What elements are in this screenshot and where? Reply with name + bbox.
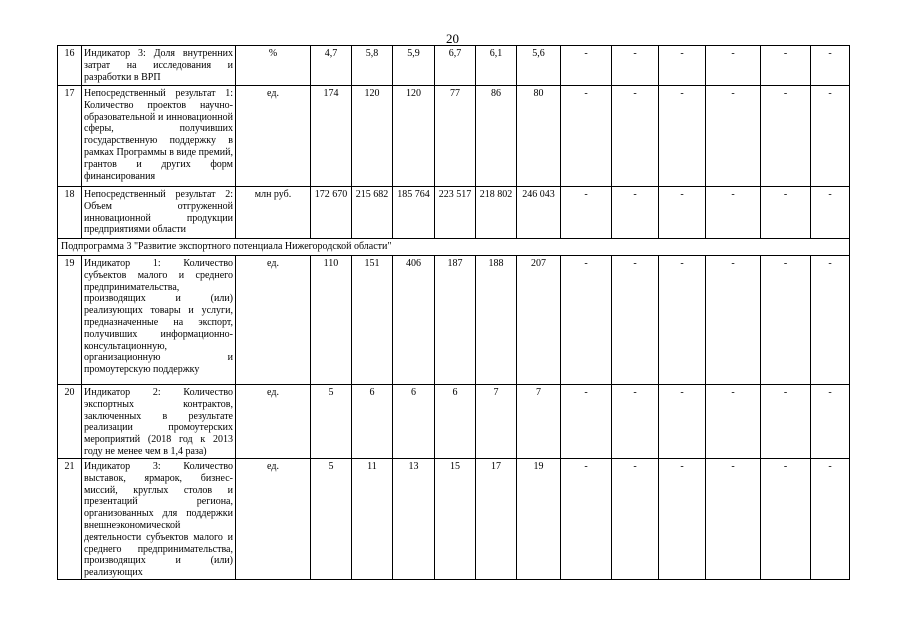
value-cell: - [761, 187, 811, 239]
subprogram-title: Подпрограмма 3 "Развитие экспортного потенциала Нижегородской области" [58, 239, 850, 256]
value-cell: - [659, 187, 706, 239]
value-cell: 120 [393, 86, 435, 187]
value-cell: - [659, 256, 706, 385]
value-cell: 80 [517, 86, 561, 187]
value-cell: 5,6 [517, 46, 561, 86]
value-cell: - [561, 187, 612, 239]
value-cell: - [612, 385, 659, 459]
table-row [58, 385, 850, 459]
value-cell: - [761, 46, 811, 86]
indicator-name: Индикатор 1: Количество субъектов малого и среднего предпринимательства, производящих и (или) реализующих товары и услуги, предназначенные на экспорт, получивших информационно-консультационную, организационную и промоутерскую поддержку [82, 256, 236, 385]
indicator-name: Индикатор 2: Количество экспортных контрактов, заключенных в результате реализации промоутерских мероприятий (2018 год к 2013 году не менее чем в 1,4 раза) [82, 385, 236, 459]
indicator-name: Индикатор 3: Количество выставок, ярмарок, бизнес-миссий, круглых столов и презентаций региона, организованных для поддержки внешнеэкономической деятельности субъектов малого и среднего предпринимательства, производящих и (или) реализующих [82, 459, 236, 580]
table-row [58, 86, 850, 187]
value-cell: - [761, 459, 811, 580]
row-number: 18 [58, 187, 82, 239]
value-cell: - [811, 46, 850, 86]
value-cell: - [706, 385, 761, 459]
value-cell: - [612, 46, 659, 86]
value-cell: - [612, 459, 659, 580]
value-cell: - [811, 187, 850, 239]
value-cell: 13 [393, 459, 435, 580]
indicators-table [57, 45, 850, 580]
indicator-name: Непосредственный результат 2: Объем отгруженной инновационной продукции предприятиями области [82, 187, 236, 239]
unit-cell: ед. [236, 86, 311, 187]
value-cell: - [706, 256, 761, 385]
unit-cell: ед. [236, 256, 311, 385]
value-cell: 77 [435, 86, 476, 187]
value-cell: - [561, 385, 612, 459]
table-row [58, 46, 850, 86]
row-number: 19 [58, 256, 82, 385]
row-number: 20 [58, 385, 82, 459]
row-number: 17 [58, 86, 82, 187]
value-cell: - [706, 459, 761, 580]
value-cell: - [761, 256, 811, 385]
unit-cell: ед. [236, 459, 311, 580]
value-cell: 4,7 [311, 46, 352, 86]
value-cell: 5,8 [352, 46, 393, 86]
unit-cell: % [236, 46, 311, 86]
value-cell: 406 [393, 256, 435, 385]
row-number: 21 [58, 459, 82, 580]
value-cell: - [659, 385, 706, 459]
value-cell: 151 [352, 256, 393, 385]
value-cell: - [659, 459, 706, 580]
value-cell: 7 [476, 385, 517, 459]
page-number: 20 [446, 31, 459, 46]
value-cell: - [659, 86, 706, 187]
value-cell: 110 [311, 256, 352, 385]
value-cell: 5 [311, 385, 352, 459]
value-cell: 172 670 [311, 187, 352, 239]
value-cell: 19 [517, 459, 561, 580]
value-cell: 86 [476, 86, 517, 187]
value-cell: - [706, 187, 761, 239]
subprogram-row [58, 239, 850, 256]
value-cell: 246 043 [517, 187, 561, 239]
indicator-name: Индикатор 3: Доля внутренних затрат на исследования и разработки в ВРП [82, 46, 236, 86]
value-cell: 187 [435, 256, 476, 385]
value-cell: 185 764 [393, 187, 435, 239]
value-cell: - [811, 86, 850, 187]
value-cell: 6,1 [476, 46, 517, 86]
value-cell: - [706, 46, 761, 86]
value-cell: 5,9 [393, 46, 435, 86]
value-cell: - [761, 385, 811, 459]
value-cell: 223 517 [435, 187, 476, 239]
value-cell: 188 [476, 256, 517, 385]
indicator-name: Непосредственный результат 1: Количество проектов научно-образовательной и инновационной сферы, получивших государственную поддержку в рамках Программы в виде премий, грантов и других форм финансирования [82, 86, 236, 187]
value-cell: - [811, 459, 850, 580]
value-cell: - [659, 46, 706, 86]
value-cell: - [561, 46, 612, 86]
value-cell: - [561, 86, 612, 187]
value-cell: 6 [352, 385, 393, 459]
value-cell: - [561, 256, 612, 385]
value-cell: 11 [352, 459, 393, 580]
value-cell: - [612, 187, 659, 239]
value-cell: 6 [435, 385, 476, 459]
value-cell: 7 [517, 385, 561, 459]
value-cell: 6 [393, 385, 435, 459]
table-row [58, 187, 850, 239]
unit-cell: млн руб. [236, 187, 311, 239]
table-row [58, 459, 850, 580]
value-cell: 207 [517, 256, 561, 385]
value-cell: 15 [435, 459, 476, 580]
value-cell: - [706, 86, 761, 187]
row-number: 16 [58, 46, 82, 86]
value-cell: 17 [476, 459, 517, 580]
value-cell: - [561, 459, 612, 580]
value-cell: - [612, 256, 659, 385]
value-cell: - [811, 256, 850, 385]
value-cell: 120 [352, 86, 393, 187]
value-cell: 174 [311, 86, 352, 187]
value-cell: - [612, 86, 659, 187]
table-row [58, 256, 850, 385]
value-cell: 215 682 [352, 187, 393, 239]
value-cell: - [811, 385, 850, 459]
value-cell: - [761, 86, 811, 187]
unit-cell: ед. [236, 385, 311, 459]
value-cell: 6,7 [435, 46, 476, 86]
value-cell: 5 [311, 459, 352, 580]
value-cell: 218 802 [476, 187, 517, 239]
